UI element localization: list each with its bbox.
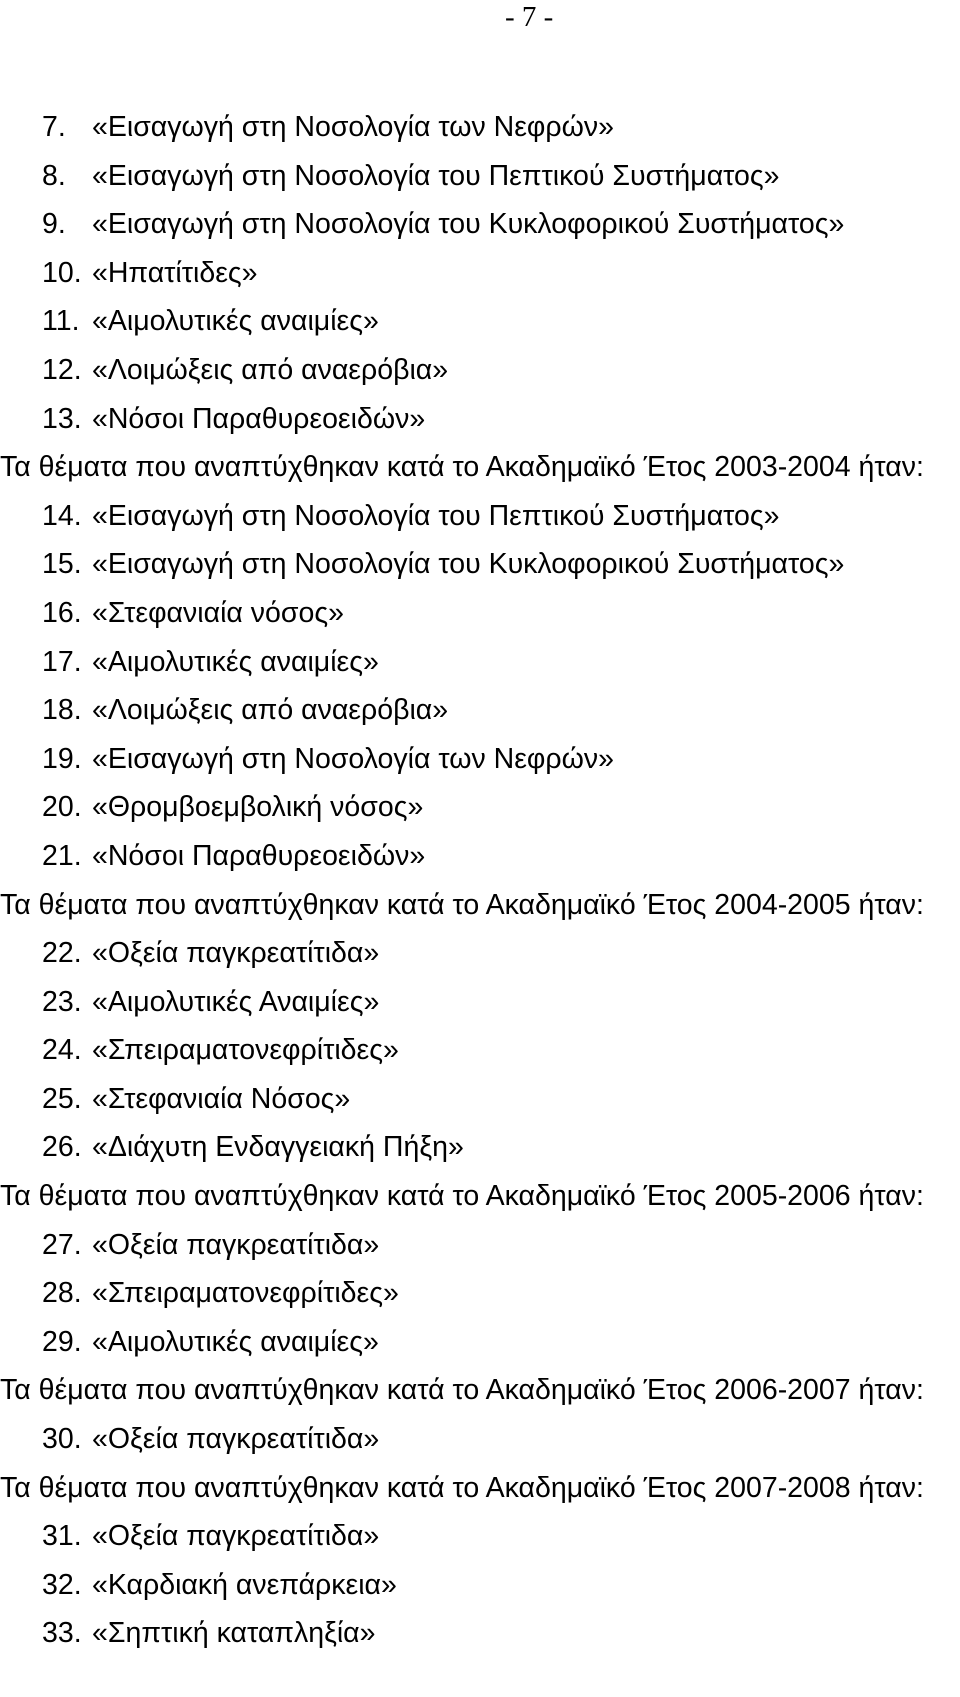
list-item xyxy=(0,1075,960,1124)
list-item-title: «Νόσοι Παραθυρεοειδών» xyxy=(92,402,426,435)
list-item-number: 9. xyxy=(42,208,66,241)
section-heading: Τα θέματα που αναπτύχθηκαν κατά το Ακαδημαϊκό Έτος 2003-2004 ήταν: xyxy=(0,451,924,484)
list-item xyxy=(0,152,960,201)
list-item-title: «Λοιμώξεις από αναερόβια» xyxy=(92,353,449,386)
list-item-title: «Αιμολυτικές Αναιμίες» xyxy=(92,985,380,1018)
list-item-title: «Εισαγωγή στη Νοσολογία των Νεφρών» xyxy=(92,742,614,775)
list-item-title: «Αιμολυτικές αναιμίες» xyxy=(92,645,379,678)
list-item-number: 14. xyxy=(42,499,82,532)
list-item-number: 11. xyxy=(42,305,80,338)
list-item-number: 17. xyxy=(42,645,82,678)
list-item xyxy=(0,492,960,541)
list-item-title: «Οξεία παγκρεατίτιδα» xyxy=(92,937,380,970)
list-item xyxy=(0,735,960,784)
list-item-title: «Διάχυτη Ενδαγγειακή Πήξη» xyxy=(92,1131,464,1164)
list-item xyxy=(0,783,960,832)
list-item xyxy=(0,832,960,881)
list-item-title: «Εισαγωγή στη Νοσολογία του Κυκλοφορικού Συστήματος» xyxy=(92,548,845,581)
list-item xyxy=(0,686,960,735)
section-heading: Τα θέματα που αναπτύχθηκαν κατά το Ακαδημαϊκό Έτος 2007-2008 ήταν: xyxy=(0,1471,924,1504)
list-item-number: 12. xyxy=(42,353,82,386)
list-item-number: 32. xyxy=(42,1568,82,1601)
list-item xyxy=(0,1026,960,1075)
list-item xyxy=(0,1609,960,1658)
list-item xyxy=(0,1318,960,1367)
list-item-number: 29. xyxy=(42,1325,82,1358)
list-item-title: «Εισαγωγή στη Νοσολογία των Νεφρών» xyxy=(92,111,614,143)
list-item-number: 22. xyxy=(42,937,82,970)
list-item-number: 25. xyxy=(42,1082,82,1115)
list-item xyxy=(0,1123,960,1172)
list-item xyxy=(0,1221,960,1270)
list-item-number: 20. xyxy=(42,791,82,824)
list-item xyxy=(0,929,960,978)
list-item-number: 23. xyxy=(42,985,82,1018)
list-item-title: «Εισαγωγή στη Νοσολογία του Πεπτικού Συστήματος» xyxy=(92,159,780,192)
list-item xyxy=(0,249,960,298)
list-item-title: «Ηπατίτιδες» xyxy=(92,256,258,289)
list-item xyxy=(0,297,960,346)
list-item-title: «Αιμολυτικές αναιμίες» xyxy=(92,305,379,338)
list-item-title: «Στεφανιαία νόσος» xyxy=(92,596,344,629)
list-item xyxy=(0,200,960,249)
list-item-title: «Οξεία παγκρεατίτιδα» xyxy=(92,1520,380,1553)
list-item-number: 10. xyxy=(42,256,82,289)
list-item-title: «Εισαγωγή στη Νοσολογία του Πεπτικού Συστήματος» xyxy=(92,499,780,532)
list-item-number: 19. xyxy=(42,742,82,775)
list-item-title: «Στεφανιαία Νόσος» xyxy=(92,1082,351,1115)
list-item-title: «Θρομβοεμβολική νόσος» xyxy=(92,791,424,824)
list-item xyxy=(0,1512,960,1561)
list-item-number: 24. xyxy=(42,1034,82,1067)
list-item-title: «Σηπτική καταπληξία» xyxy=(92,1617,376,1650)
list-item-number: 18. xyxy=(42,694,82,727)
list-item xyxy=(0,103,960,152)
page-number: - 7 - xyxy=(505,1,554,33)
list-item-title: «Οξεία παγκρεατίτιδα» xyxy=(92,1423,380,1456)
list-item-number: 33. xyxy=(42,1617,82,1650)
list-item xyxy=(0,1415,960,1464)
list-item xyxy=(0,1269,960,1318)
list-item xyxy=(0,638,960,687)
document-body xyxy=(0,103,960,1658)
list-item-title: «Εισαγωγή στη Νοσολογία του Κυκλοφορικού Συστήματος» xyxy=(92,208,845,241)
list-item-number: 13. xyxy=(42,402,82,435)
list-item-number: 21. xyxy=(42,839,82,872)
list-item-number: 28. xyxy=(42,1277,82,1310)
list-item-number: 27. xyxy=(42,1228,82,1261)
list-item xyxy=(0,395,960,444)
list-item-title: «Σπειραματονεφρίτιδες» xyxy=(92,1034,399,1067)
list-item-number: 30. xyxy=(42,1423,82,1456)
list-item-number: 16. xyxy=(42,596,82,629)
section-heading: Τα θέματα που αναπτύχθηκαν κατά το Ακαδημαϊκό Έτος 2004-2005 ήταν: xyxy=(0,888,924,921)
list-item xyxy=(0,540,960,589)
list-item-title: «Νόσοι Παραθυρεοειδών» xyxy=(92,839,426,872)
list-item-number: 26. xyxy=(42,1131,82,1164)
list-item xyxy=(0,978,960,1027)
section-heading: Τα θέματα που αναπτύχθηκαν κατά το Ακαδημαϊκό Έτος 2006-2007 ήταν: xyxy=(0,1374,924,1407)
list-item-title: «Λοιμώξεις από αναερόβια» xyxy=(92,694,449,727)
list-item-title: «Σπειραματονεφρίτιδες» xyxy=(92,1277,399,1310)
list-item-title: «Καρδιακή ανεπάρκεια» xyxy=(92,1568,397,1601)
list-item xyxy=(0,1561,960,1610)
list-item xyxy=(0,589,960,638)
list-item-title: «Αιμολυτικές αναιμίες» xyxy=(92,1325,379,1358)
list-item-title: «Οξεία παγκρεατίτιδα» xyxy=(92,1228,380,1261)
list-item xyxy=(0,346,960,395)
list-item-number: 8. xyxy=(42,159,66,192)
list-item-number: 15. xyxy=(42,548,82,581)
list-item-number: 7. xyxy=(42,111,66,143)
list-item-number: 31. xyxy=(42,1520,82,1553)
section-heading: Τα θέματα που αναπτύχθηκαν κατά το Ακαδημαϊκό Έτος 2005-2006 ήταν: xyxy=(0,1180,924,1213)
